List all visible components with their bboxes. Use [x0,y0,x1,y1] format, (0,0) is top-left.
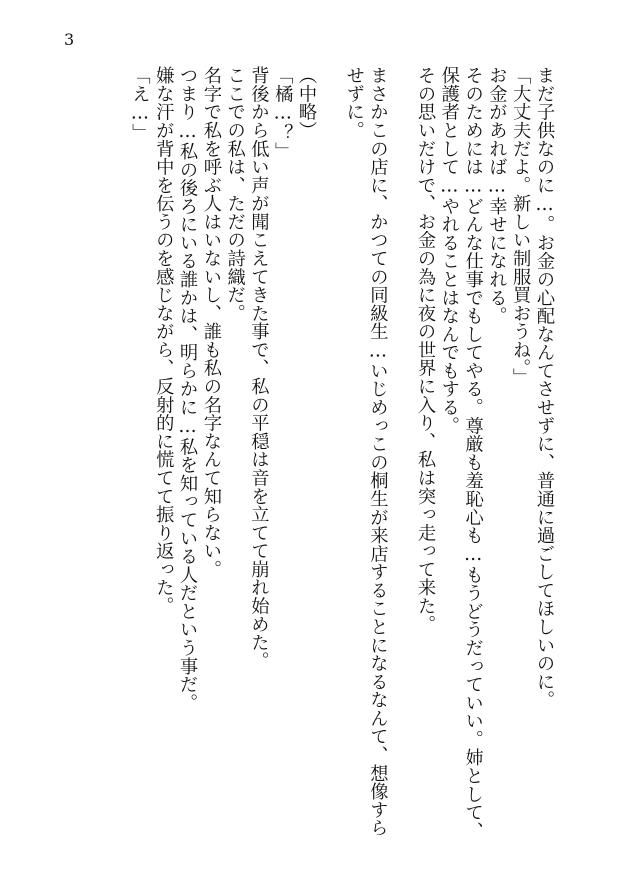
text-line: まさかこの店に、かつての同級生…いじめっこの桐生が来店することになるなんて、想像すら [367,66,389,837]
text-line: 保護者として…やれることはなんでもする。 [438,66,460,435]
vertical-text-body [62,66,556,846]
page-number: 3 [64,30,75,49]
text-line: 「橘…？」 [272,66,294,161]
text-line: そのためには…どんな仕事でもしてやる。尊厳も羞恥心も…もうどうだっていい。姉として、 [462,66,484,840]
text-line: （中略） [296,66,318,140]
text-line: 背後から低い声が聞こえてきた事で、私の平穏は音を立てて崩れ始めた。 [248,66,270,670]
text-line: その思いだけで、お金の為に夜の世界に入り、私は突っ走って来た。 [415,66,437,633]
text-line: まだ子供なのに…。お金の心配なんてさせずに、普通に過ごしてほしいのに。 [534,66,555,709]
text-line: 名字で私を呼ぶ人はいないし、誰も私の名字なんて知らない。 [200,66,222,579]
text-line: 「大丈夫だよ。新しい制服買おうね。」 [510,66,532,387]
text-line: つまり…私の後ろにいる誰かは、明らかに…私を知っている人だという事だ。 [177,66,199,712]
text-line: 「え…」 [129,66,151,142]
text-line: お金があれば…幸せになれる。 [486,66,508,325]
text-line: 嫌な汗が背中を伝うのを感じながら、反射的に慌てて振り返った。 [153,66,175,615]
text-line: せずに。 [343,66,365,140]
text-line: ここでの私は、ただの詩織だ。 [224,66,246,323]
